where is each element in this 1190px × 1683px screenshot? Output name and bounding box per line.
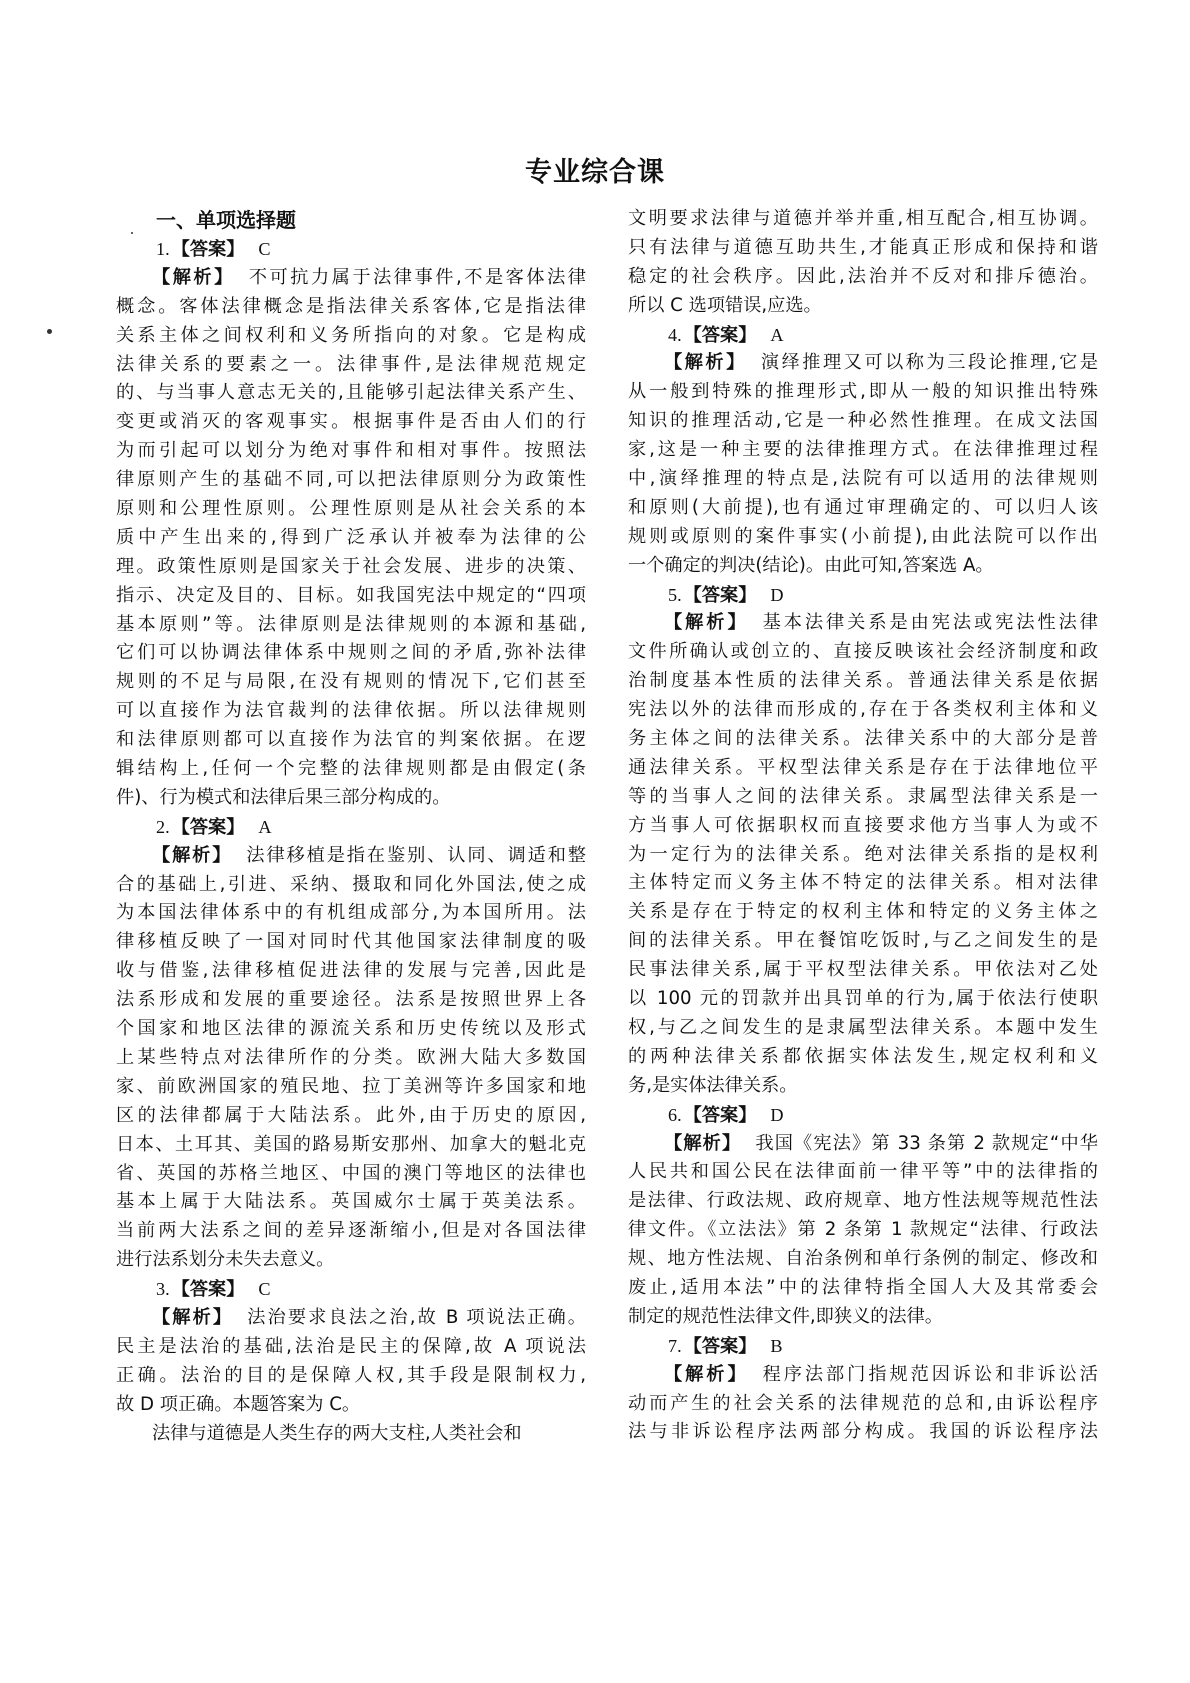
paragraph-line: 文明要求法律与道德并举并重,相互配合,相互协调。 — [628, 208, 1098, 229]
question-number: 4. — [668, 324, 682, 345]
paragraph-line: 理。政策性原则是国家关于社会发展、进步的决策、 — [116, 555, 586, 577]
analysis-tag: 【解析】 — [152, 1306, 234, 1328]
left-column — [116, 205, 586, 1448]
paragraph-line: 基本原则”等。法律原则是法律规则的本源和基础, — [116, 613, 586, 635]
paragraph-line: 合的基础上,引进、采纳、摄取和同化外国法,使之成 — [116, 873, 586, 895]
paragraph-line: 件)、行为模式和法律后果三部分构成的。 — [116, 786, 451, 808]
answer-tag: 【答案】 — [683, 324, 757, 346]
answer-tag: 【答案】 — [683, 1104, 757, 1126]
paragraph-line: 原则和公理性原则。公理性原则是从社会关系的本 — [116, 498, 586, 520]
paragraph-line: 进行法系划分未失去意义。 — [116, 1249, 335, 1271]
answer-line — [628, 581, 1098, 610]
answer-value: A — [258, 816, 272, 837]
paragraph-line: 当前两大法系之间的差异逐渐缩小,但是对各国法律 — [116, 1220, 586, 1242]
analysis-tag: 【解析】 — [664, 1132, 742, 1154]
paragraph-line: 民事法律关系,属于平权型法律关系。甲依法对乙处 — [628, 959, 1098, 981]
question-number: 6. — [668, 1104, 682, 1125]
answer-value: D — [770, 1104, 784, 1125]
analysis-line — [116, 264, 586, 293]
paragraph-line: 废止,适用本法”中的法律特指全国人大及其常委会 — [628, 1276, 1098, 1298]
paragraph-line: 法律关系的要素之一。法律事件,是法律规范规定 — [116, 353, 586, 375]
paragraph-line: 法系形成和发展的重要途径。法系是按照世界上各 — [116, 989, 586, 1011]
left-column-body — [116, 235, 586, 1448]
paragraph-line: 律文件。《立法法》第 2 条第 1 款规定“法律、行政法 — [628, 1219, 1098, 1241]
analysis-text: 我国《宪法》第 33 条第 2 款规定“中华 — [755, 1132, 1098, 1154]
analysis-text: 法治要求良法之治,故 B 项说法正确。 — [247, 1306, 586, 1328]
paragraph-line: 故 D 项正确。本题答案为 C。 — [116, 1393, 361, 1415]
paragraph-line: 通法律关系。平权型法律关系是存在于法律地位平 — [628, 756, 1098, 778]
paragraph-line: 基本上属于大陆法系。英国威尔士属于英美法系。 — [116, 1191, 586, 1213]
paragraph-line: 宪法以外的法律而形成的,存在于各类权利主体和义 — [628, 699, 1098, 721]
paragraph-line: 的两种法律关系都依据实体法发生,规定权利和义 — [628, 1045, 1098, 1067]
paragraph-line: 和原则(大前提),也有通过审理确定的、可以归人该 — [628, 496, 1098, 518]
paragraph-line: 间的法律关系。甲在餐馆吃饭时,与乙之间发生的是 — [628, 930, 1098, 952]
analysis-tag: 【解析】 — [664, 1363, 749, 1385]
analysis-text: 法律移植是指在鉴别、认同、调适和整 — [246, 844, 586, 866]
paragraph-line: 区的法律都属于大陆法系。此外,由于历史的原因, — [116, 1104, 586, 1126]
paragraph-line: 民主是法治的基础,法治是民主的保障,故 A 项说法 — [116, 1335, 586, 1357]
page-title: 专业综合课 — [525, 157, 665, 188]
paragraph-line: 上某些特点对法律所作的分类。欧洲大陆大多数国 — [116, 1046, 586, 1068]
paragraph-line: 质中产生出来的,得到广泛承认并被奉为法律的公 — [116, 526, 586, 548]
paragraph-line: 人民共和国公民在法律面前一律平等”中的法律指的 — [628, 1161, 1098, 1183]
question-number: 5. — [668, 584, 682, 605]
paragraph-line: 从一般到特殊的推理形式,即从一般的知识推出特殊 — [628, 381, 1098, 403]
paragraph-line: 主体特定而义务主体不特定的法律关系。相对法律 — [628, 872, 1098, 894]
paragraph-line: 收与借鉴,法律移植促进法律的发展与完善,因此是 — [116, 960, 586, 982]
answer-line — [628, 321, 1098, 350]
paragraph-line: 关系是存在于特定的权利主体和特定的义务主体之 — [628, 901, 1098, 923]
paragraph-line: 辑结构上,任何一个完整的法律规则都是由假定(条 — [116, 758, 586, 780]
paragraph-line: 日本、土耳其、美国的路易斯安那州、加拿大的魁北克 — [116, 1133, 586, 1155]
answer-tag: 【答案】 — [683, 584, 757, 606]
answer-line — [116, 235, 586, 264]
paragraph-line: 治制度基本性质的法律关系。普通法律关系是依据 — [628, 670, 1098, 692]
answer-value: A — [770, 324, 784, 345]
paragraph-line: 规则的不足与局限,在没有规则的情况下,它们甚至 — [116, 671, 586, 693]
paragraph-line: 个国家和地区法律的源流关系和历史传统以及形式 — [116, 1018, 586, 1040]
answer-line — [116, 813, 586, 842]
paragraph-line: 为本国法律体系中的有机组成部分,为本国所用。法 — [116, 902, 586, 924]
analysis-line — [628, 349, 1098, 378]
analysis-line — [116, 1304, 586, 1333]
paragraph-line: 所以 C 选项错误,应选。 — [628, 294, 822, 316]
analysis-tag: 【解析】 — [152, 266, 235, 288]
paragraph-line: 家,这是一种主要的法律推理方式。在法律推理过程 — [628, 439, 1098, 461]
question-number: 1. — [156, 239, 170, 259]
paragraph-line: 规则或原则的案件事实(小前提),由此法院可以作出 — [628, 525, 1098, 547]
answer-tag: 【答案】 — [683, 1335, 757, 1357]
paragraph-line: 制定的规范性法律文件,即狭义的法律。 — [628, 1305, 943, 1327]
analysis-text: 不可抗力属于法律事件,不是客体法律 — [248, 266, 586, 288]
answer-tag: 【答案】 — [171, 239, 245, 260]
analysis-line — [116, 842, 586, 871]
paragraph-line: 中,演绎推理的特点是,法院有可以适用的法律规则 — [628, 468, 1098, 490]
paragraph-line: 等的当事人之间的法律关系。隶属型法律关系是一 — [628, 785, 1098, 807]
answer-value: C — [258, 239, 271, 259]
analysis-line — [628, 1361, 1098, 1390]
answer-line — [116, 1275, 586, 1304]
analysis-text: 基本法律关系是由宪法或宪法性法律 — [762, 612, 1098, 634]
paragraph-line: 知识的推理活动,它是一种必然性推理。在成文法国 — [628, 410, 1098, 432]
paragraph-line: 方当事人可依据职权而直接要求他方当事人为或不 — [628, 814, 1098, 836]
answer-tag: 【答案】 — [171, 816, 245, 838]
right-column — [628, 205, 1098, 1447]
paragraph-line: 正确。法治的目的是保障人权,其手段是限制权力, — [116, 1364, 586, 1386]
analysis-line — [628, 1130, 1098, 1159]
margin-mark — [47, 329, 52, 334]
paragraph-line: 为而引起可以划分为绝对事件和相对事件。按照法 — [116, 440, 586, 462]
analysis-tag: 【解析】 — [664, 352, 747, 374]
paragraph-line: 权,与乙之间发生的是隶属型法律关系。本题中发生 — [628, 1016, 1098, 1038]
answer-line — [628, 1101, 1098, 1130]
paragraph-line: 的、与当事人意志无关的,且能够引起法律关系产生、 — [116, 382, 586, 404]
paragraph-line: 家、前欧洲国家的殖民地、拉丁美洲等许多国家和地 — [116, 1075, 586, 1097]
paragraph-line: 法与非诉讼程序法两部分构成。我国的诉讼程序法 — [628, 1421, 1098, 1443]
paragraph-line: 省、英国的苏格兰地区、中国的澳门等地区的法律也 — [116, 1162, 586, 1184]
paragraph-line: 务,是实体法律关系。 — [628, 1074, 798, 1096]
analysis-text: 演绎推理又可以称为三段论推理,它是 — [760, 352, 1098, 374]
paragraph-line: 律原则产生的基础不同,可以把法律原则分为政策性 — [116, 469, 586, 491]
paragraph-line: 文件所确认或创立的、直接反映该社会经济制度和政 — [628, 641, 1098, 663]
paragraph-line: 稳定的社会秩序。因此,法治并不反对和排斥德治。 — [628, 265, 1098, 287]
paragraph-line: 法律与道德是人类生存的两大支柱,人类社会和 — [152, 1422, 522, 1444]
paragraph-line: 律移植反映了一国对同时代其他国家法律制度的吸 — [116, 931, 586, 953]
paragraph-line: 它们可以协调法律体系中规则之间的矛盾,弥补法律 — [116, 642, 586, 664]
answer-line — [628, 1332, 1098, 1361]
question-number: 2. — [156, 816, 170, 837]
paragraph-line: 关系主体之间权利和义务所指向的对象。它是构成 — [116, 324, 586, 346]
answer-value: C — [258, 1279, 271, 1300]
question-number: 3. — [156, 1279, 170, 1300]
analysis-line — [628, 609, 1098, 638]
analysis-tag: 【解析】 — [664, 612, 749, 634]
question-number: 7. — [668, 1335, 682, 1356]
paragraph-line: 以 100 元的罚款并出具罚单的行为,属于依法行使职 — [628, 988, 1098, 1010]
paragraph-line: 只有法律与道德互助共生,才能真正形成和保持和谐 — [628, 236, 1098, 258]
paragraph-line: 指示、决定及目的、目标。如我国宪法中规定的“四项 — [116, 584, 586, 606]
answer-value: B — [770, 1335, 783, 1356]
answer-value: D — [770, 584, 784, 605]
paragraph-line: 一个确定的判决(结论)。由此可知,答案选 A。 — [628, 554, 994, 576]
right-column-body — [628, 205, 1098, 1447]
paragraph-line: 规、地方性法规、自治条例和单行条例的制定、修改和 — [628, 1248, 1098, 1270]
paragraph-line: 为一定行为的法律关系。绝对法律关系指的是权利 — [628, 843, 1098, 865]
paragraph-line: 务主体之间的法律关系。法律关系中的大部分是普 — [628, 728, 1098, 750]
answer-tag: 【答案】 — [171, 1279, 245, 1301]
paragraph-line: 动而产生的社会关系的法律规范的总和,由诉讼程序 — [628, 1392, 1098, 1414]
paragraph-line: 变更或消灭的客观事实。根据事件是否由人们的行 — [116, 411, 586, 433]
analysis-text: 程序法部门指规范因诉讼和非诉讼活 — [762, 1363, 1098, 1385]
paragraph-line: 概念。客体法律概念是指法律关系客体,它是指法律 — [116, 295, 586, 317]
paragraph-line: 可以直接作为法官裁判的法律依据。所以法律规则 — [116, 700, 586, 722]
analysis-tag: 【解析】 — [152, 844, 233, 866]
section-heading: 一、单项选择题 — [156, 208, 296, 232]
paragraph-line: 和法律原则都可以直接作为法官的判案依据。在逻 — [116, 729, 586, 751]
paragraph-line: 是法律、行政法规、政府规章、地方性法规等规范性法 — [628, 1190, 1098, 1212]
